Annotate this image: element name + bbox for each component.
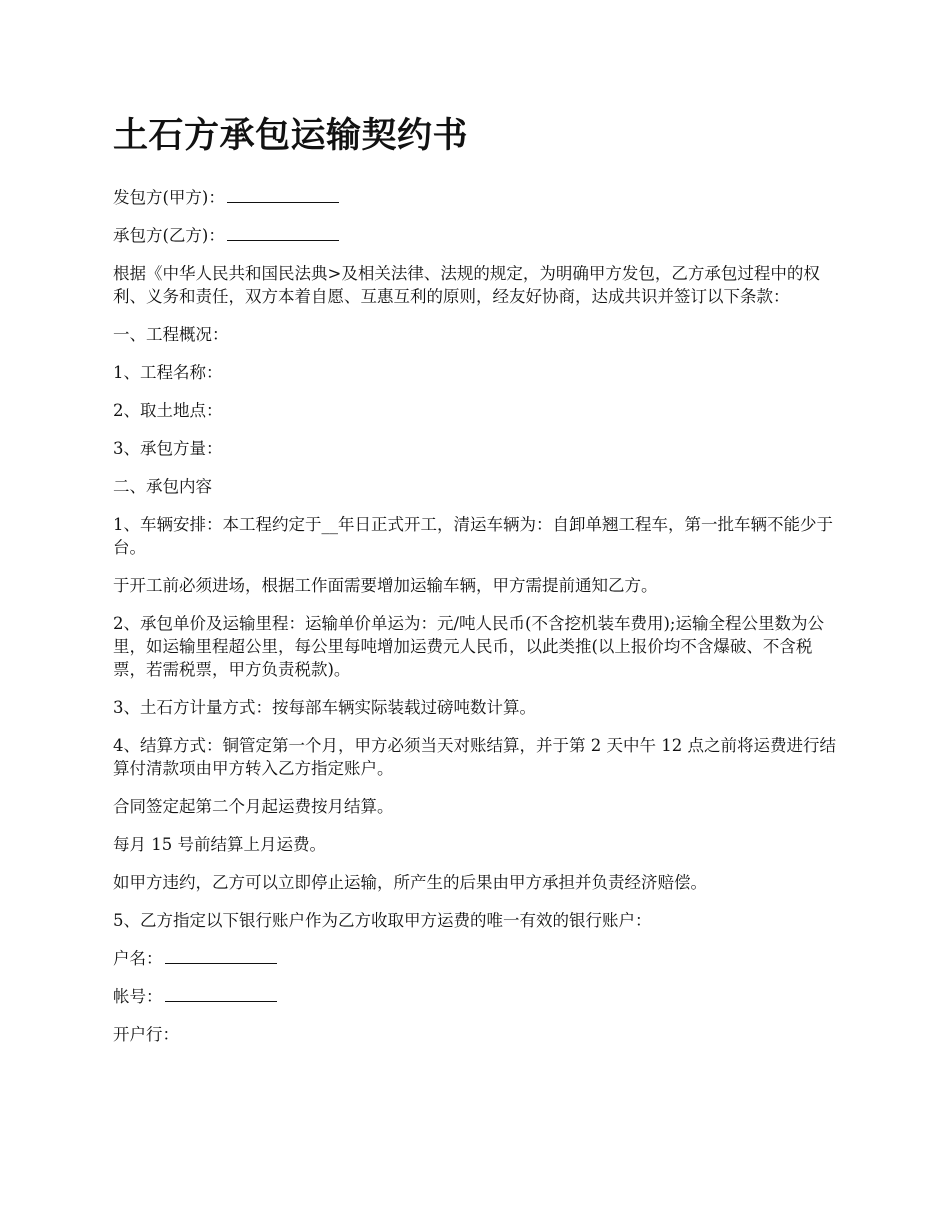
party-a-label: 发包方(甲方)： [113,188,225,207]
vehicle-note: 于开工前必须进场，根据工作面需要增加运输车辆，甲方需提前通知乙方。 [113,576,658,595]
account-number-label: 帐号： [113,987,163,1006]
price-clause: 2、承包单价及运输里程：运输单价单运为：元/吨人民币(不含挖机装车费用);运输全程公里数为公里，如运输里程超公里，每公里每吨增加运费元人民币，以此类推(以上报价均不含爆破、不含税票，若需税票，甲方负责税款)。 [113,614,824,679]
party-a-line [113,186,843,209]
preamble-paragraph: 根据《中华人民共和国民法典>及相关法律、法规的规定，为明确甲方发包，乙方承包过程中的权利、义务和责任，双方本着自愿、互惠互利的原则，经友好协商，达成共识并签订以下条款： [113,264,820,306]
monthly-settlement-line: 合同签定起第二个月起运费按月结算。 [113,797,394,816]
measurement-clause: 3、土石方计量方式：按每部车辆实际装载过磅吨数计算。 [113,698,536,717]
breach-line: 如甲方违约，乙方可以立即停止运输，所产生的后果由甲方承担并负责经济赔偿。 [113,873,707,892]
account-name-label: 户名： [113,949,163,968]
section-heading-scope: 二、承包内容 [113,477,212,496]
account-name-line [113,947,843,970]
contract-document [113,112,843,1061]
section-heading-overview: 一、工程概况： [113,325,229,344]
account-number-line [113,985,843,1008]
bank-label: 开户行： [113,1025,179,1044]
party-a-blank [227,186,339,203]
account-number-blank [165,985,277,1002]
project-name-item: 1、工程名称： [113,363,223,382]
account-name-blank [165,947,277,964]
party-b-blank [227,224,339,241]
quantity-item: 3、承包方量： [113,439,223,458]
vehicle-clause: 1、车辆安排：本工程约定于__年日正式开工，清运车辆为：自卸单翘工程车，第一批车辆不能少于台。 [113,515,833,557]
borrow-site-item: 2、取土地点： [113,401,223,420]
document-title: 土石方承包运输契约书 [113,115,469,156]
settlement-deadline-line: 每月 15 号前结算上月运费。 [113,835,326,854]
bank-line [113,1023,843,1046]
settlement-clause: 4、结算方式：铜管定第一个月，甲方必须当天对账结算，并于第 2 天中午 12 点之前将运费进行结算付清款项由甲方转入乙方指定账户。 [113,736,836,778]
bank-account-clause: 5、乙方指定以下银行账户作为乙方收取甲方运费的唯一有效的银行账户： [113,911,652,930]
party-b-label: 承包方(乙方)： [113,226,225,245]
party-b-line [113,224,843,247]
